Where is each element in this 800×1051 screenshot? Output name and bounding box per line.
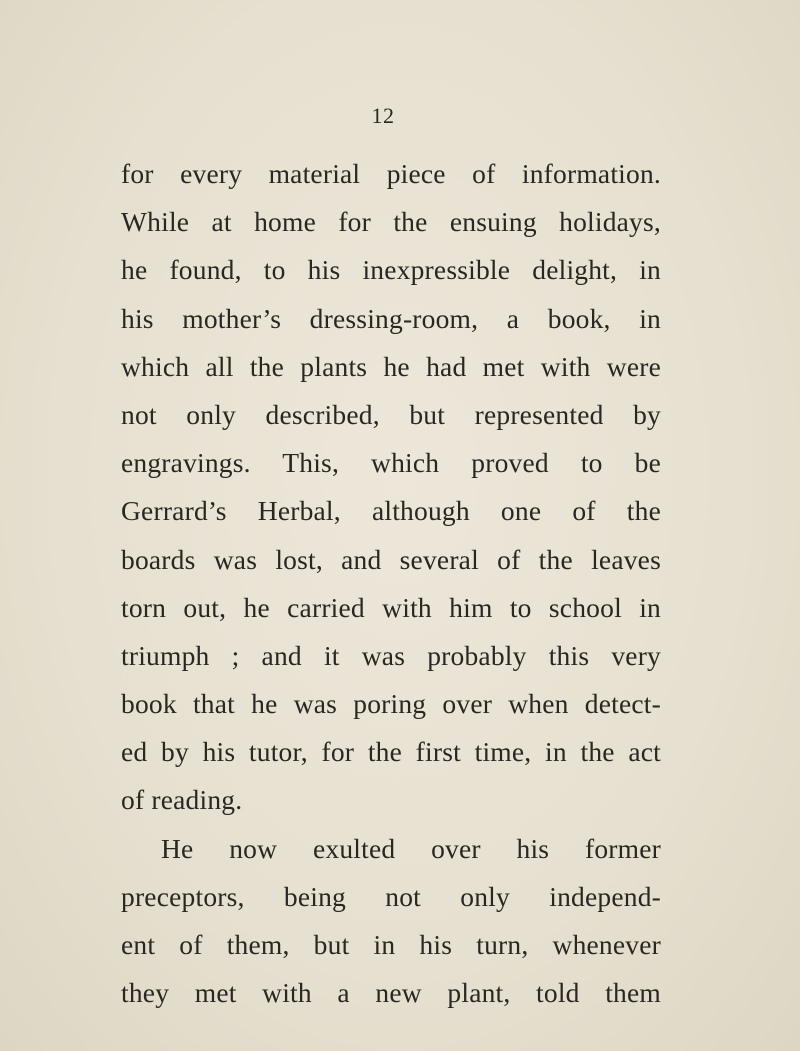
text-line: preceptors, being not only independ- [121,880,661,912]
text-line: for every material piece of information. [121,158,661,189]
text-line: boards was lost, and several of the leaves [121,543,661,575]
text-line: triumph ; and it was probably this very [121,639,661,671]
text-line: they met with a new plant, told them [121,977,661,1009]
text-line: Gerrard’s Herbal, although one of the [121,495,661,527]
paragraph-start-line: He now exulted over his former [161,832,661,864]
text-line: torn out, he carried with him to school in [121,591,661,623]
text-line: book that he was poring over when detect- [121,688,661,720]
text-line: ent of them, but in his turn, whenever [121,929,661,960]
page-number: 12 [371,103,395,128]
text-line: While at home for the ensuing holidays, [121,206,661,238]
text-line: not only described, but represented by [121,398,661,430]
body-text [121,150,661,1017]
text-line: engravings. This, which proved to be [121,447,661,479]
text-line: ed by his tutor, for the first time, in the act [121,736,661,768]
text-line: which all the plants he had met with were [121,350,661,382]
text-line: he found, to his inexpressible delight, in [121,254,661,286]
text-line: his mother’s dressing-room, a book, in [121,302,661,334]
paragraph-end-line: of reading. [121,784,243,816]
